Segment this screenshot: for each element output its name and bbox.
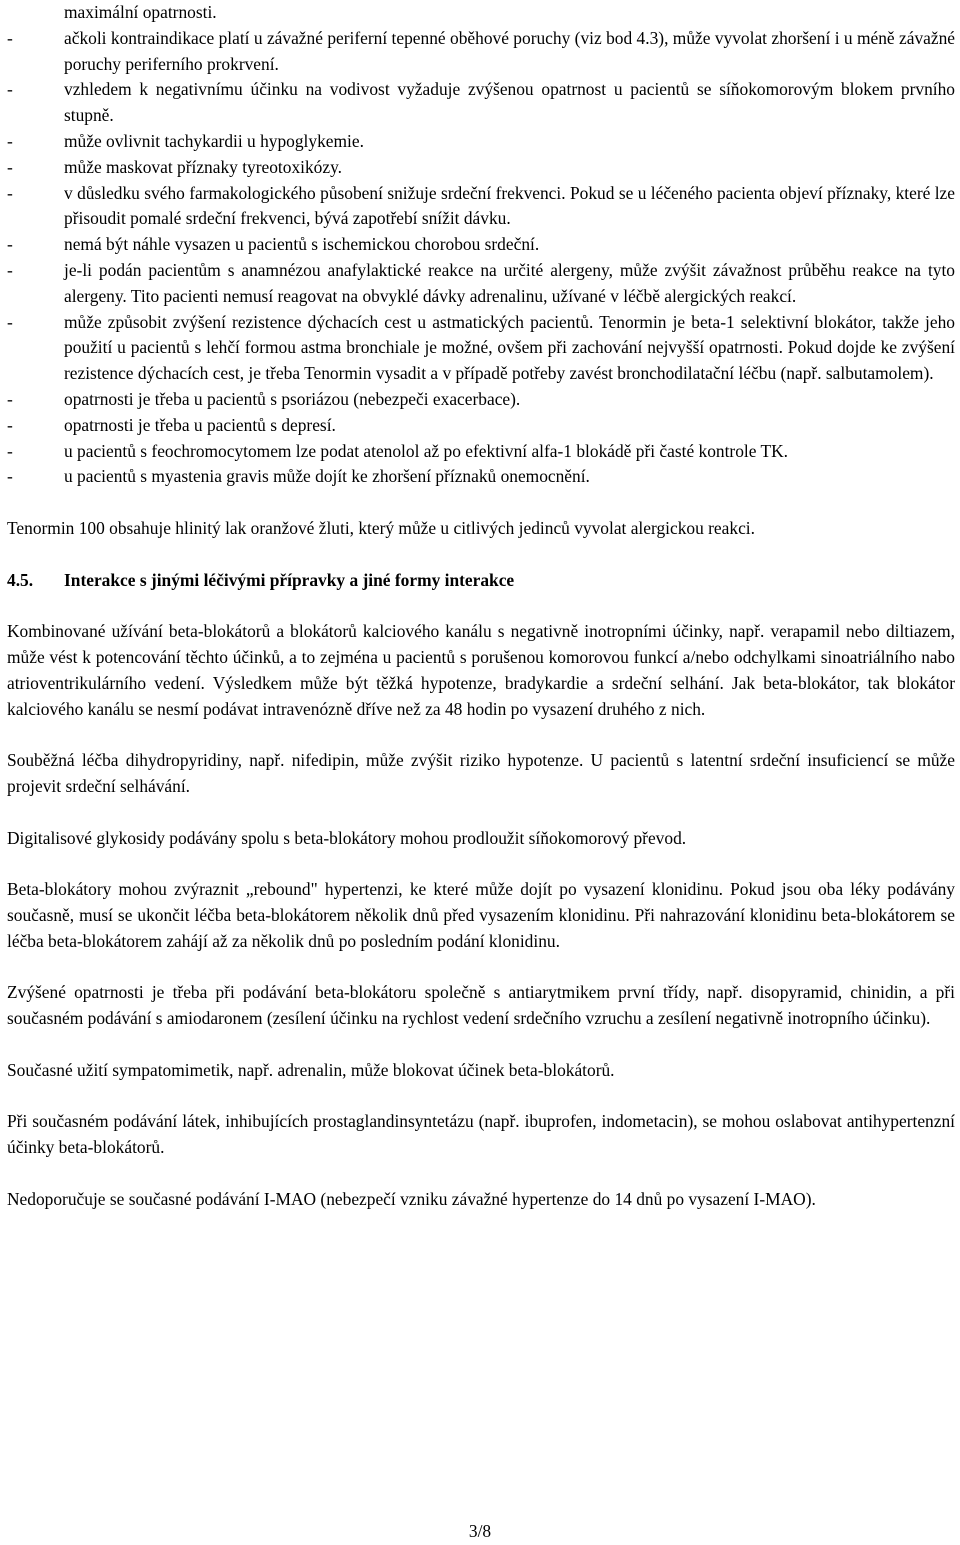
bullet-dash: - [7,311,13,332]
list-item-text: je-li podán pacientům s anamnézou anafylaktické reakce na určité alergeny, může zvýšit závažnost průběhu reakce na tyto alergeny. Tito pacienti nemusí reagovat na obvyklé dávky adrenalinu, užívané v léčbě alergických reakcí. [64,259,955,306]
list-item-text: vzhledem k negativnímu účinku na vodivost vyžaduje zvýšenou opatrnost u pacientů se síňokomorovým blokem prvního stupně. [64,79,955,126]
section-number: 4.5. [7,569,34,590]
document-page [7,0,955,1212]
list-item-text: u pacientů s feochromocytomem lze podat atenolol až po efektivní alfa-1 blokádě při časté kontrole TK. [64,440,789,461]
paragraph: Při současném podávání látek, inhibujících prostaglandinsyntetázu (např. ibuprofen, indometacin), se mohou oslabovat antihypertenzní účinky beta-blokátorů. [7,1111,955,1158]
bullet-dash: - [7,130,13,151]
list-item-text: může způsobit zvýšení rezistence dýchacích cest u astmatických pacientů. Tenormin je beta-1 selektivní blokátor, takže jeho použití u pacientů s lehčí formou astma bronchiale je možné, ovšem při zachování nejvyšší opatrnosti. Pokud dojde ke zvýšení rezistence dýchacích cest, je třeba Tenormin vysadit a v případě potřeby zavést bronchodilatační léčbu (např. salbutamolem). [64,311,955,384]
list-item-text: v důsledku svého farmakologického působení snižuje srdeční frekvenci. Pokud se u léčeného pacienta objeví příznaky, které lze přisoudit pomalé srdeční frekvenci, bývá zapotřebí snížit dávku. [64,182,955,229]
list-item [7,387,955,413]
bullet-dash: - [7,259,13,280]
paragraph: Nedoporučuje se současné podávání I-MAO (nebezpečí vzniku závažné hypertenze do 14 dnů po vysazení I-MAO). [7,1188,816,1209]
list-item [7,232,955,258]
bullet-dash: - [7,182,13,203]
intro-line: maximální opatrnosti. [64,2,217,22]
page-number: 3/8 [468,1521,492,1541]
paragraph: Současné užití sympatomimetik, např. adrenalin, může blokovat účinek beta-blokátorů. [7,1059,615,1080]
list-item [7,181,955,233]
list-item-text: může maskovat příznaky tyreotoxikózy. [64,156,343,177]
bullet-dash: - [7,156,13,177]
list-item-text: opatrnosti je třeba u pacientů s psoriázou (nebezpeči exacerbace). [64,388,521,409]
bullet-dash: - [7,440,13,461]
list-item [7,155,955,181]
paragraph: Beta-blokátory mohou zvýraznit „rebound" hypertenzi, ke které může dojít po vysazení klonidinu. Pokud jsou oba léky podávány současně, musí se ukončit léčba beta-blokátorem několik dnů před vysazením klonidinu. Při nahrazování klonidinu beta-blokátorem se léčba beta-blokátorem zahájí až za několik dnů po posledním podání klonidinu. [7,879,955,951]
list-item-text: nemá být náhle vysazen u pacientů s ischemickou chorobou srdeční. [64,234,540,255]
bullet-dash: - [7,234,13,255]
paragraph-lacquer: Tenormin 100 obsahuje hlinitý lak oranžové žluti, který může u citlivých jedinců vyvolat alergickou reakci. [7,517,755,538]
list-item [7,439,955,465]
bullet-dash: - [7,79,13,100]
section-title: Interakce s jinými léčivými přípravky a jiné formy interakce [64,569,515,590]
bullet-dash: - [7,414,13,435]
list-item-text: u pacientů s myastenia gravis může dojít ke zhoršení příznaků onemocnění. [64,466,590,487]
list-item [7,258,955,310]
bullet-dash: - [7,27,13,48]
paragraph: Kombinované užívání beta-blokátorů a blokátorů kalciového kanálu s negativně inotropními účinky, např. verapamil nebo diltiazem, může vést k potencování těchto účinků, a to zejména u pacientů s porušenou komorovou funkcí a/nebo odchylkami sinoatriálního nabo atrioventrikulárního vedení. Výsledkem může být těžká hypotenze, bradykardie a srdeční selhání. Jak beta-blokátor, tak blokátor kalciového kanálu se nesmí podávat intravenózně dříve než za 48 hodin po vysazení druhého z nich. [7,621,955,719]
list-item [7,129,955,155]
paragraph: Souběžná léčba dihydropyridiny, např. nifedipin, může zvýšit riziko hypotenze. U pacientů s latentní srdeční insuficiencí se může projevit srdeční selhávání. [7,750,955,796]
list-item-text: opatrnosti je třeba u pacientů s depresí. [64,414,336,435]
list-item [7,310,955,387]
precautions-list [7,26,955,490]
list-item-text: ačkoli kontraindikace platí u závažné periferní tepenné oběhové poruchy (viz bod 4.3), může vyvolat zhoršení i u méně závažné poruchy periferního prokrvení. [64,27,955,74]
bullet-dash: - [7,466,13,487]
paragraph: Zvýšené opatrnosti je třeba při podávání beta-blokátoru společně s antiarytmikem první třídy, např. disopyramid, chinidin, a při současném podávání s amiodaronem (zesílení účinku na rychlost vedení srdečního vzruchu a zesílení negativně inotropního účinku). [7,982,955,1029]
section-heading [7,568,955,594]
paragraph: Digitalisové glykosidy podávány spolu s beta-blokátory mohou prodloužit síňokomorový převod. [7,827,687,848]
list-item-text: může ovlivnit tachykardii u hypoglykemie. [64,130,364,151]
list-item [7,464,955,490]
list-item [7,77,955,129]
list-item [7,413,955,439]
list-item [7,26,955,78]
bullet-dash: - [7,388,13,409]
